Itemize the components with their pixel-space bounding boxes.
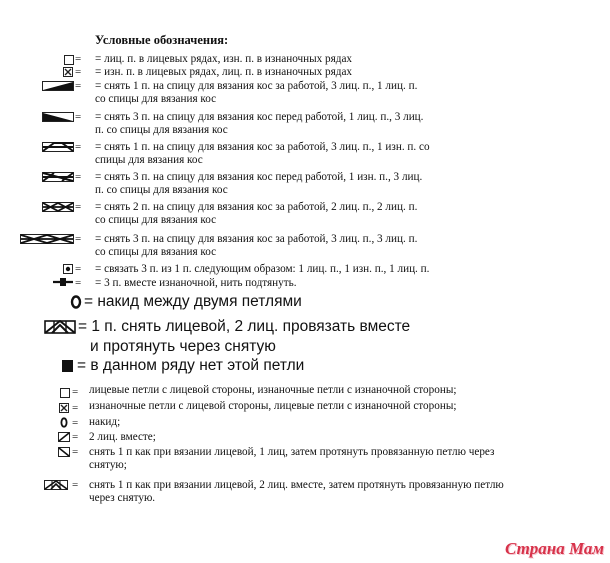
equals-sign: = <box>75 263 82 275</box>
yarn-over-icon <box>60 417 68 428</box>
slip-k2tog-psso-icon <box>44 320 76 334</box>
yarn-over-icon <box>70 295 82 309</box>
legend-text: 2 лиц. вместе; <box>89 431 156 443</box>
legend-text-large: = 1 п. снять лицевой, 2 лиц. провязать вместе <box>78 318 411 335</box>
equals-sign: = <box>75 80 82 92</box>
equals-sign: = <box>75 171 82 183</box>
legend-text: = снять 1 п. на спицу для вязания кос за работой, 3 лиц. п., 1 изн. п. со <box>95 141 430 153</box>
sl1-k2tog-psso-icon <box>44 480 68 490</box>
legend-text-large: и протянуть через снятую <box>90 338 276 355</box>
legend-text: = снять 3 п. на спицу для вязания кос перед работой, 1 лиц. п., 3 лиц. <box>95 111 424 123</box>
legend-text: = 3 п. вместе изнаночной, нить подтянуть. <box>95 277 297 289</box>
legend-text: со спицы для вязания кос <box>95 93 217 105</box>
legend-text: снятую; <box>89 459 127 471</box>
empty-square-icon <box>64 55 74 65</box>
bobble-line-icon <box>52 277 74 287</box>
no-stitch-icon <box>62 360 73 372</box>
equals-sign: = <box>72 431 79 443</box>
legend-text: накид; <box>89 416 121 428</box>
equals-sign: = <box>72 479 79 491</box>
legend-text: спицы для вязания кос <box>95 154 203 166</box>
legend-text: = снять 3 п. на спицу для вязания кос перед работой, 1 изн. п., 3 лиц. <box>95 171 423 183</box>
equals-sign: = <box>72 417 79 429</box>
legend-text: через снятую. <box>89 492 156 504</box>
legend-text: снять 1 п как при вязании лицевой, 2 лиц. вместе, затем протянуть провязанную петлю <box>89 479 504 491</box>
cable-3x1-front-icon <box>42 112 74 122</box>
ssk-icon <box>58 447 70 457</box>
cable-3x1-back-icon <box>42 81 74 91</box>
legend-text: изнаночные петли с лицевой стороны, лицевые петли с изнаночной стороны; <box>89 400 457 412</box>
equals-sign: = <box>75 277 82 289</box>
equals-sign: = <box>75 233 82 245</box>
legend-text: = изн. п. в лицевых рядах, лиц. п. в изнаночных рядах <box>95 66 353 78</box>
legend-text-large: = в данном ряду нет этой петли <box>77 357 305 374</box>
equals-sign: = <box>75 53 82 65</box>
crossed-square-icon <box>59 403 69 413</box>
k2tog-icon <box>58 432 70 442</box>
legend-text: п. со спицы для вязания кос <box>95 124 228 136</box>
equals-sign: = <box>75 201 82 213</box>
equals-sign: = <box>75 111 82 123</box>
legend-text: со спицы для вязания кос <box>95 246 217 258</box>
empty-square-icon <box>60 388 70 398</box>
legend-text: снять 1 п как при вязании лицевой, 1 лиц, затем протянуть провязанную петлю через <box>89 446 495 458</box>
crossed-square-icon <box>63 67 73 77</box>
equals-sign: = <box>72 386 79 398</box>
cable-2x2-back-icon <box>42 202 74 212</box>
legend-text: = снять 3 п. на спицу для вязания кос за работой, 3 лиц. п., 3 лиц. п. <box>95 233 418 245</box>
legend-text: = лиц. п. в лицевых рядах, изн. п. в изнаночных рядах <box>95 53 353 65</box>
cable-1p-back-icon <box>42 142 74 152</box>
legend-title: Условные обозначения: <box>95 33 229 47</box>
equals-sign: = <box>75 66 82 78</box>
legend-text: = снять 2 п. на спицу для вязания кос за работой, 2 лиц. п., 2 лиц. п. <box>95 201 418 213</box>
equals-sign: = <box>75 141 82 153</box>
equals-sign: = <box>72 446 79 458</box>
legend-text: со спицы для вязания кос <box>95 214 217 226</box>
dot-square-icon <box>63 264 73 274</box>
cable-3x3-back-icon <box>20 234 74 244</box>
legend-text: = снять 1 п. на спицу для вязания кос за работой, 3 лиц. п., 1 лиц. п. <box>95 80 418 92</box>
legend-text: = связать 3 п. из 1 п. следующим образом: 1 лиц. п., 1 изн. п., 1 лиц. п. <box>95 263 430 275</box>
legend-text: п. со спицы для вязания кос <box>95 184 228 196</box>
legend-text: лицевые петли с лицевой стороны, изнаночные петли с изнаночной стороны; <box>89 384 457 396</box>
legend-text-large: = накид между двумя петлями <box>84 293 302 310</box>
cable-3p-front-icon <box>42 172 74 182</box>
equals-sign: = <box>72 402 79 414</box>
watermark-logo: Страна Мам <box>504 539 604 558</box>
